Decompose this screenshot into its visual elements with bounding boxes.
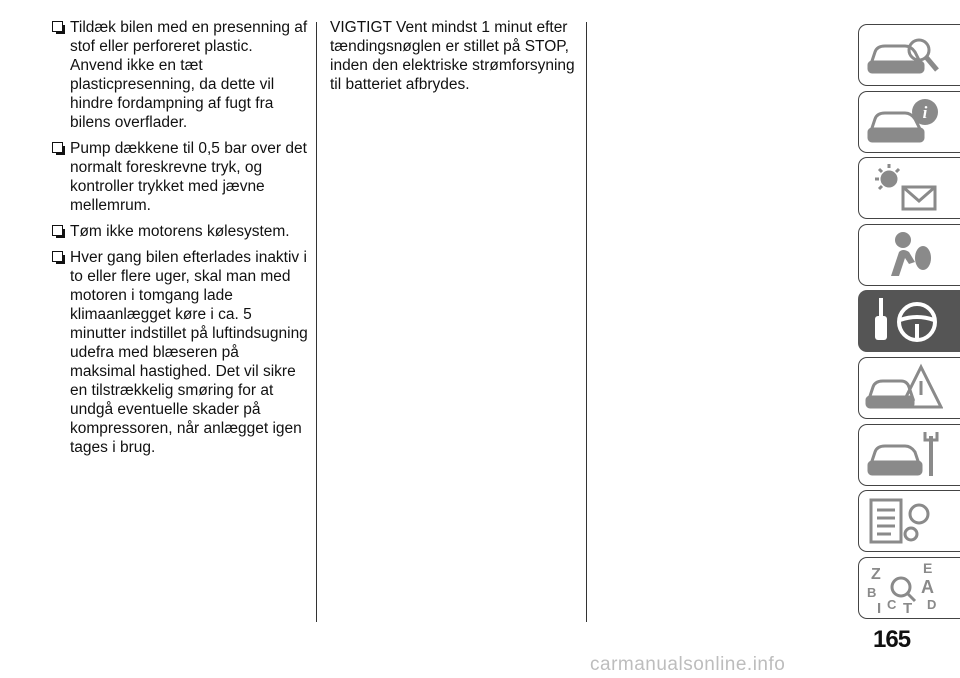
checkbox-bullet-icon <box>52 21 63 32</box>
page-number: 165 <box>873 626 911 653</box>
svg-text:Z: Z <box>871 565 881 583</box>
list-item <box>52 139 308 215</box>
left-text-column <box>52 18 308 464</box>
chapter-tabs <box>858 24 960 623</box>
car-search-icon <box>863 28 943 82</box>
svg-text:D: D <box>927 596 937 612</box>
car-info-icon <box>863 95 943 149</box>
tab-warning-lights[interactable] <box>858 157 960 219</box>
tab-emergency[interactable] <box>858 357 960 419</box>
list-item-text: Pump dækkene til 0,5 bar over det normalt foreskrevne tryk, og kontroller trykket med jævne mellemrum. <box>70 140 307 214</box>
watermark: carmanualsonline.info <box>590 654 786 675</box>
tab-starting-driving[interactable] <box>858 290 960 352</box>
important-note: VIGTIGT Vent mindst 1 minut efter tændingsnøglen er stillet på STOP, inden den elektriske strømforsyning til batteriet afbrydes. <box>330 19 575 93</box>
svg-text:E: E <box>923 560 933 576</box>
warning-light-envelope-icon <box>863 161 943 215</box>
list-item <box>52 222 308 241</box>
svg-text:I: I <box>877 599 882 615</box>
svg-text:T: T <box>903 599 913 615</box>
list-item-text: Tildæk bilen med en presenning af stof eller perforeret plastic. Anvend ikke en tæt plasticpresenning, da dette vil hindre fordampning af fugt fra bilens overflader. <box>70 19 308 131</box>
column-divider <box>316 22 317 622</box>
key-steering-wheel-icon <box>863 294 943 348</box>
airbag-passenger-icon <box>863 228 943 282</box>
svg-text:i: i <box>922 102 928 122</box>
column-divider <box>586 22 587 622</box>
tab-safety[interactable] <box>858 224 960 286</box>
checkbox-bullet-icon <box>52 251 63 262</box>
list-item <box>52 248 308 457</box>
list-item <box>52 18 308 132</box>
tab-car-search[interactable] <box>858 24 960 86</box>
tab-car-info[interactable] <box>858 91 960 153</box>
svg-text:A: A <box>921 576 934 597</box>
car-accident-warning-icon <box>863 361 943 415</box>
middle-text-column <box>330 18 578 94</box>
list-item-text: Tøm ikke motorens kølesystem. <box>70 223 290 240</box>
car-wrench-icon <box>863 428 943 482</box>
list-item-text: Hver gang bilen efterlades inaktiv i to eller flere uger, skal man med motoren i tomgang lade klimaanlægget køre i ca. 5 minutter indstillet på luftindsugning udefra med blæseren på maksimal hastighed. Det vil sikre en tilstrækkelig smøring for at undgå eventuelle skader på kompressoren, når anlægget igen tages i brug. <box>70 249 308 456</box>
tab-index[interactable] <box>858 557 960 619</box>
tab-technical-data[interactable] <box>858 490 960 552</box>
checkbox-bullet-icon <box>52 225 63 236</box>
checkbox-bullet-icon <box>52 142 63 153</box>
svg-text:C: C <box>887 596 897 612</box>
tab-maintenance[interactable] <box>858 424 960 486</box>
svg-text:B: B <box>867 584 877 600</box>
alphabet-index-icon <box>863 561 943 615</box>
specs-gear-icon <box>863 494 943 548</box>
